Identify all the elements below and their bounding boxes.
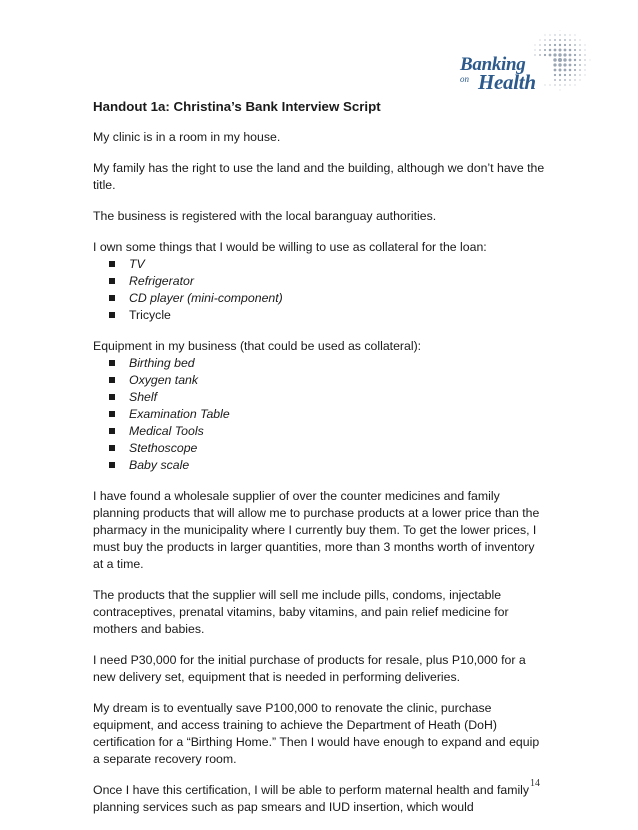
logo-dot [554,39,556,41]
logo-dot [564,49,567,52]
logo-dot [553,53,556,56]
logo-dot [560,90,561,91]
logo-dot [534,54,535,55]
logo-dot [559,69,562,72]
logo-dot [558,53,561,56]
logo-dot [554,84,555,85]
logo-dot [545,85,546,86]
handout-body [93,98,545,830]
logo-dot [579,49,581,51]
logo-dot [580,80,581,81]
logo-dot [540,40,541,41]
logo-dot [569,49,572,52]
logo-dot [574,49,576,51]
banking-on-health-logo [448,30,598,92]
logo-dot [579,69,581,71]
logo-dot [574,44,576,46]
logo-dot [534,49,535,50]
logo-dot [558,58,562,62]
logo-dot [549,44,551,46]
logo-dot [574,39,575,40]
list-item: TV [109,256,545,273]
logo-dot [564,34,565,35]
logo-dot [569,69,572,72]
logo-dot [563,53,566,56]
paragraph-collateral-intro: I own some things that I would be willing to use as collateral for the loan: [93,239,545,256]
logo-dot [544,54,546,56]
logo-dot [569,59,572,62]
logo-dot [554,74,556,76]
logo-dot [574,59,576,61]
logo-dot [569,34,570,35]
logo-dot [554,49,557,52]
logo-dot [544,49,546,51]
logo-dot [558,63,561,66]
paragraph-clinic: My clinic is in a room in my house. [93,129,545,146]
list-item: Baby scale [109,457,545,474]
logo-dot [579,44,580,45]
logo-dot [584,59,585,60]
list-item: Oxygen tank [109,372,545,389]
list-item: Tricycle [109,307,545,324]
logo-dot [549,39,551,41]
logo-word-on: on [460,74,469,84]
logo-dot [549,49,552,52]
logo-dot [584,49,585,50]
paragraph-certification: Once I have this certification, I will be able to perform maternal health and family planning services such as pap smears and IUD insertion, which would [93,782,545,816]
collateral-list [93,256,545,324]
logo-dot [559,74,561,76]
list-item: Stethoscope [109,440,545,457]
logo-dot [549,84,550,85]
logo-dot [553,63,556,66]
logo-dot [553,58,556,61]
paragraph-dream: My dream is to eventually save P100,000 to renovate the clinic, purchase equipment, and access training to achieve the Department of Heath (DoH) certification for a “Birthing Home.” Then I would have enough to expand and equip a separate recovery room. [93,700,545,768]
logo-dot [585,45,586,46]
logo-dot [574,54,576,56]
logo-dot [569,74,571,76]
paragraph-land: My family has the right to use the land and the building, although we don’t have the title. [93,160,545,194]
logo-dot [564,44,566,46]
list-item: CD player (mini-component) [109,290,545,307]
logo-dot [584,54,585,55]
logo-word-health: Health [478,70,536,95]
logo-dot [559,34,560,35]
logo-dot [563,63,566,66]
list-item: Medical Tools [109,423,545,440]
logo-dot [539,49,541,51]
logo-dot [559,44,561,46]
logo-dot [554,69,557,72]
page-title: Handout 1a: Christina’s Bank Interview Script [93,98,545,115]
logo-dot [549,34,550,35]
paragraph-supplier: I have found a wholesale supplier of over the counter medicines and family planning products that will allow me to purchase products at a lower price than the pharmacy in the municipality where I currently buy them. To get the lower prices, I must buy the products in larger quantities, more than 3 months worth of inventory at a time. [93,488,545,573]
page-number: 14 [530,778,540,789]
logo-dot [564,84,565,85]
paragraph-registration: The business is registered with the local baranguay authorities. [93,208,545,225]
logo-dot [569,39,571,41]
logo-dot [545,35,546,36]
equipment-list [93,355,545,474]
logo-dot [579,59,581,61]
logo-dot [564,69,567,72]
paragraph-equipment-intro: Equipment in my business (that could be used as collateral): [93,338,545,355]
logo-dot [569,84,570,85]
logo-dot [559,79,561,81]
paragraph-products: The products that the supplier will sell me include pills, condoms, injectable contraceptives, prenatal vitamins, baby vitamins, and pain relief medicine for mothers and babies. [93,587,545,638]
logo-dot [569,79,571,81]
list-item: Birthing bed [109,355,545,372]
list-item: Examination Table [109,406,545,423]
logo-dot [559,49,562,52]
logo-dot [535,45,536,46]
logo-dot [574,64,576,66]
logo-dot [564,79,566,81]
logo-dot [569,54,572,57]
logo-dot [563,58,566,61]
list-item: Shelf [109,389,545,406]
logo-dot [585,75,586,76]
logo-dot [584,69,585,70]
logo-dot [539,54,541,56]
logo-dot [574,74,576,76]
logo-dot [575,85,576,86]
logo-dot [564,74,566,76]
list-item: Refrigerator [109,273,545,290]
logo-dot [544,44,546,46]
logo-dot [580,40,581,41]
logo-dot [574,79,575,80]
logo-dot [590,60,591,61]
logo-dot [554,34,555,35]
logo-dot [554,44,556,46]
logo-word-banking: Banking [460,54,526,76]
logo-dot [574,69,576,71]
logo-dot [554,79,556,81]
logo-dot [579,54,581,56]
logo-dot [564,39,566,41]
logo-dot [569,44,571,46]
logo-dot [559,84,560,85]
logo-dot [544,39,545,40]
logo-dot [549,54,552,57]
logo-dot [579,74,580,75]
logo-dot [559,39,561,41]
paragraph-loan-need: I need P30,000 for the initial purchase of products for resale, plus P10,000 for a new delivery set, equipment that is needed in performing deliveries. [93,652,545,686]
logo-dot [539,44,540,45]
logo-dot [575,35,576,36]
logo-dot [584,64,585,65]
logo-dot [579,64,581,66]
logo-dot [569,64,572,67]
